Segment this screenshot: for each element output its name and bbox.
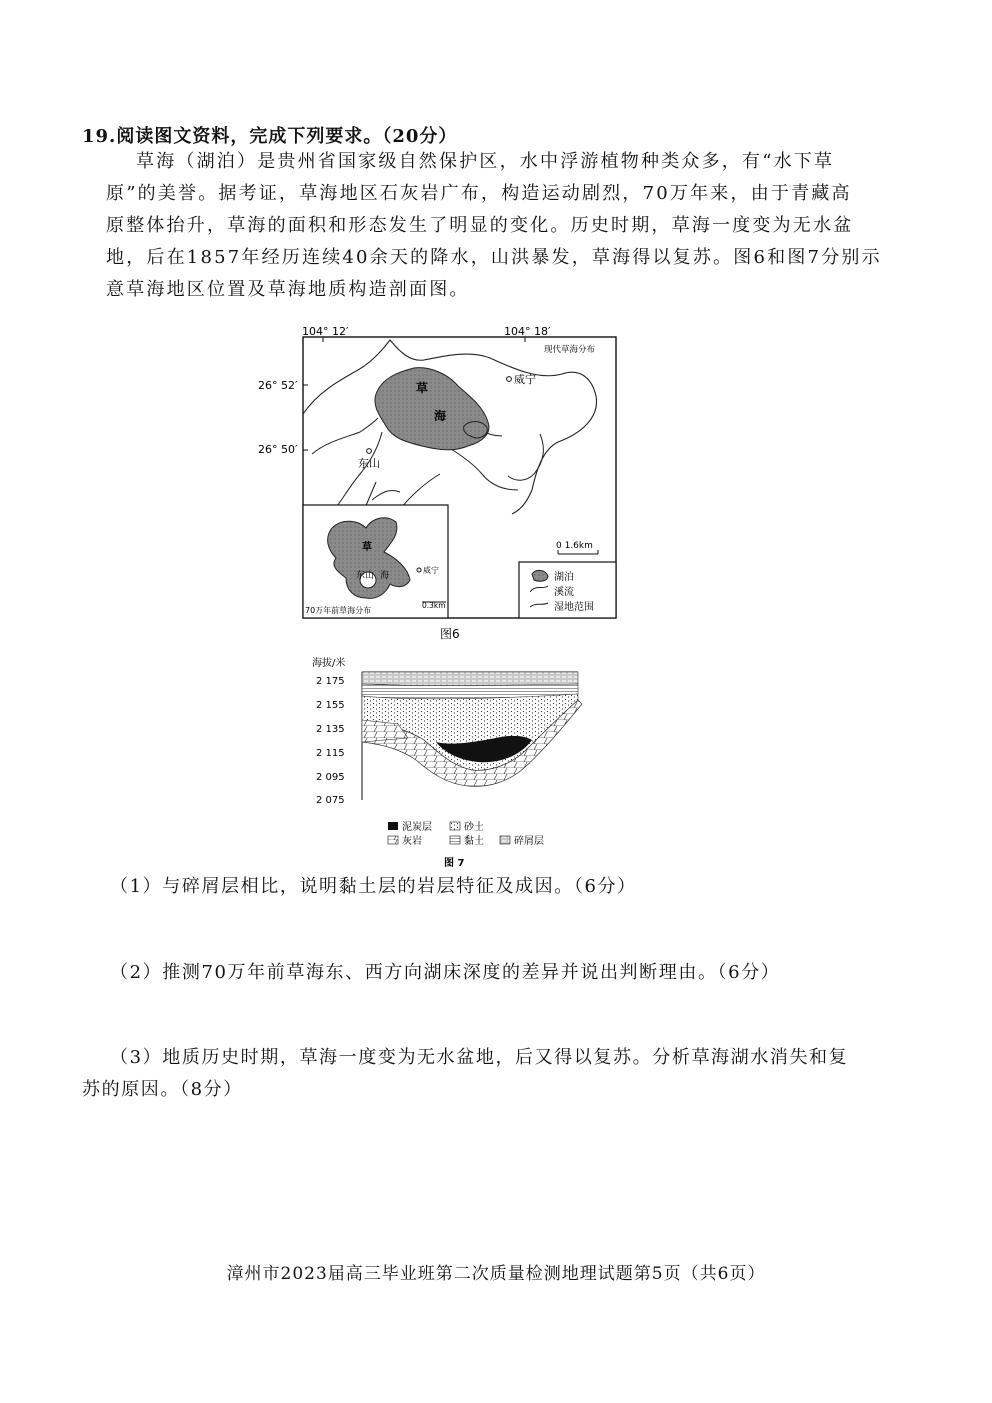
legend-clay-swatch (450, 836, 460, 844)
legend-clay-label: 黏土 (464, 836, 484, 847)
inset-scale-label: 0.3km (422, 601, 446, 610)
sub-question-2: （2）推测70万年前草海东、西方向湖床深度的差异并说出判断理由。（6分） (110, 962, 781, 983)
legend-sand-swatch (450, 822, 460, 830)
legend-wetland-label: 湿地范围 (554, 602, 594, 613)
y-tick-label: 2 115 (316, 748, 345, 759)
sub-question-1: （1）与碎屑层相比，说明黏土层的岩层特征及成因。（6分） (110, 876, 637, 897)
legend-stream-label: 溪流 (554, 587, 574, 598)
sub-question-3: （3）地质历史时期，草海一度变为无水盆地，后又得以复苏。分析草海湖水消失和复 (110, 1047, 849, 1068)
town-dongshan-dot (367, 449, 372, 454)
inset-label-cao: 草 (362, 542, 372, 553)
page-footer: 漳州市2023届高三毕业班第二次质量检测地理试题第5页（共6页） (226, 1264, 766, 1284)
figure-6-caption: 图6 (440, 627, 460, 641)
lake-caohai (375, 368, 489, 450)
question-title: 19.阅读图文资料，完成下列要求。（20分） (82, 126, 458, 147)
town-weining-label: 威宁 (514, 373, 536, 386)
lake-label-hai: 海 (434, 409, 447, 423)
legend-peat-swatch (388, 822, 398, 830)
legend-sand-label: 砂土 (464, 822, 484, 833)
lon-label-west: 104° 12′ (302, 325, 349, 338)
legend-limestone-swatch (388, 836, 398, 844)
y-tick-label: 2 175 (316, 676, 345, 687)
inset-title: 70万年前草海分布 (305, 606, 372, 615)
legend-peat-label: 泥炭层 (402, 822, 432, 833)
question-paragraph (106, 146, 918, 316)
paragraph-line: 草海（湖泊）是贵州省国家级自然保护区，水中浮游植物种类众多，有“水下草 (136, 151, 835, 172)
town-dongshan-label: 东山 (358, 457, 380, 470)
legend-debris-swatch (500, 836, 510, 844)
inset-label-dongshan: 东山 (356, 571, 375, 581)
paragraph-line: 地，后在1857年经历连续40余天的降水，山洪暴发，草海得以复苏。图6和图7分别示 (106, 247, 882, 268)
paragraph-line: 意草海地区位置及草海地质构造剖面图。 (106, 279, 470, 300)
map-scale-label: 0 1.6km (556, 541, 593, 551)
y-tick-label: 2 075 (316, 795, 345, 806)
y-tick-label: 2 135 (316, 724, 345, 735)
town-weining-dot (507, 377, 512, 382)
sub-question-3-cont: 苏的原因。（8分） (82, 1079, 243, 1100)
y-tick-label: 2 095 (316, 772, 345, 783)
legend-debris-label: 碎屑层 (514, 836, 544, 847)
figure-6-map (250, 322, 630, 644)
legend-lake-swatch (532, 570, 548, 581)
map-title: 现代草海分布 (544, 345, 596, 355)
legend-limestone-label: 灰岩 (402, 836, 422, 847)
section-ylabel: 海拔/米 (312, 658, 346, 669)
legend-lake-label: 湖泊 (554, 572, 574, 583)
paragraph-line: 原”的美誉。据考证，草海地区石灰岩广布，构造运动剧烈，70万年来，由于青藏高 (106, 183, 852, 204)
lake-label-cao: 草 (416, 381, 429, 395)
figure-7-caption: 图 7 (444, 858, 465, 869)
inset-label-hai: 海 (380, 571, 390, 581)
y-tick-label: 2 155 (316, 700, 345, 711)
lat-label-north: 26° 52′ (258, 379, 298, 392)
figure-7-section (312, 654, 612, 874)
lon-label-east: 104° 18′ (504, 325, 551, 338)
inset-label-weining: 威宁 (423, 566, 439, 575)
lat-label-south: 26° 50′ (258, 443, 298, 456)
paragraph-line: 原整体抬升，草海的面积和形态发生了明显的变化。历史时期，草海一度变为无水盆 (106, 215, 854, 236)
